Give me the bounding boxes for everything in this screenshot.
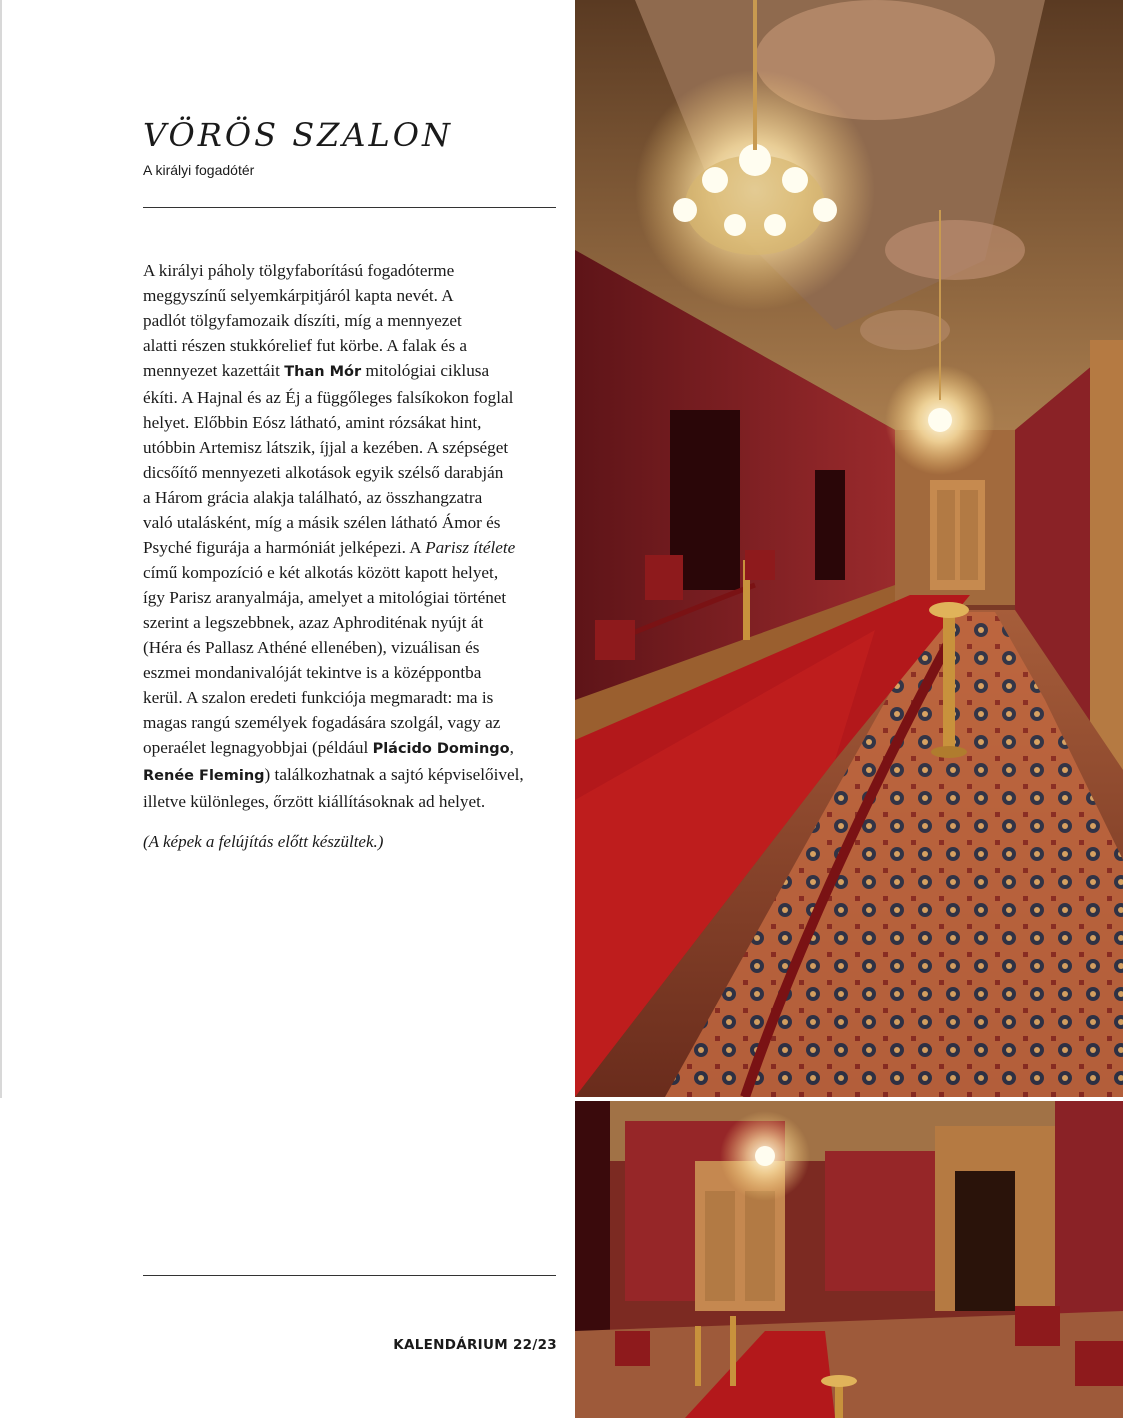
body-line: dicsőítő mennyezeti alkotások egyik szélső darabján bbox=[143, 463, 504, 482]
person-name-than-mor: Than Mór bbox=[284, 364, 362, 380]
body-line: eszmei mondanivalóját tekintve is a középpontba bbox=[143, 663, 482, 682]
body-line: meggyszínű selyemkárpitjáról kapta nevét. A bbox=[143, 286, 454, 305]
page-edge-line bbox=[0, 0, 2, 1098]
article-title: VÖRÖS SZALON bbox=[143, 116, 453, 154]
red-salon-photo-secondary bbox=[575, 1101, 1123, 1418]
body-line: így Parisz aranyalmája, amelyet a mitológiai történet bbox=[143, 588, 507, 607]
article-body bbox=[143, 258, 563, 814]
article-subtitle: A királyi fogadótér bbox=[143, 162, 255, 178]
artwork-title-parisz: Parisz ítélete bbox=[425, 538, 516, 557]
publication-footer: KALENDÁRIUM 22/23 bbox=[393, 1337, 557, 1353]
body-line: szerint a legszebbnek, azaz Aphroditénak nyújt át bbox=[143, 613, 484, 632]
body-line: a Három grácia alakja található, az összhangzatra bbox=[143, 488, 483, 507]
body-line: ékíti. A Hajnal és az Éj a függőleges falsíkokon foglal bbox=[143, 388, 514, 407]
bottom-divider bbox=[143, 1275, 556, 1276]
person-name-domingo: Plácido Domingo bbox=[372, 741, 510, 757]
body-line: alatti részen stukkórelief fut körbe. A falak és a bbox=[143, 336, 468, 355]
body-line: utóbbin Artemisz látszik, íjjal a kezében. A szépséget bbox=[143, 438, 509, 457]
body-line: (Héra és Pallasz Athéné ellenében), vizuálisan és bbox=[143, 638, 480, 657]
body-line: Renée Fleming) találkozhatnak a sajtó képviselőivel, bbox=[143, 765, 524, 784]
body-line: illetve különleges, őrzött kiállításoknak ad helyet. bbox=[143, 792, 486, 811]
body-line: operaélet legnagyobbjai (például Plácido Domingo, bbox=[143, 738, 514, 757]
body-line: Psyché figurája a harmóniát jelképezi. A Parisz ítélete bbox=[143, 538, 516, 557]
red-salon-photo bbox=[575, 0, 1123, 1097]
body-line: A királyi páholy tölgyfaborítású fogadóterme bbox=[143, 261, 455, 280]
body-line: magas rangú személyek fogadására szolgál, vagy az bbox=[143, 713, 501, 732]
body-line: való utalásként, míg a másik szélen látható Ámor és bbox=[143, 513, 501, 532]
body-line: című kompozíció e két alkotás között kapott helyet, bbox=[143, 563, 499, 582]
photo-note: (A képek a felújítás előtt készültek.) bbox=[143, 832, 384, 851]
top-divider bbox=[143, 207, 556, 208]
person-name-fleming: Renée Fleming bbox=[143, 768, 265, 784]
body-line: mennyezet kazettáit Than Mór mitológiai ciklusa bbox=[143, 361, 490, 380]
body-line: kerül. A szalon eredeti funkciója megmaradt: ma is bbox=[143, 688, 494, 707]
body-line: padlót tölgyfamozaik díszíti, míg a mennyezet bbox=[143, 311, 462, 330]
body-line: helyet. Előbbin Eósz látható, amint rózsákat hint, bbox=[143, 413, 482, 432]
